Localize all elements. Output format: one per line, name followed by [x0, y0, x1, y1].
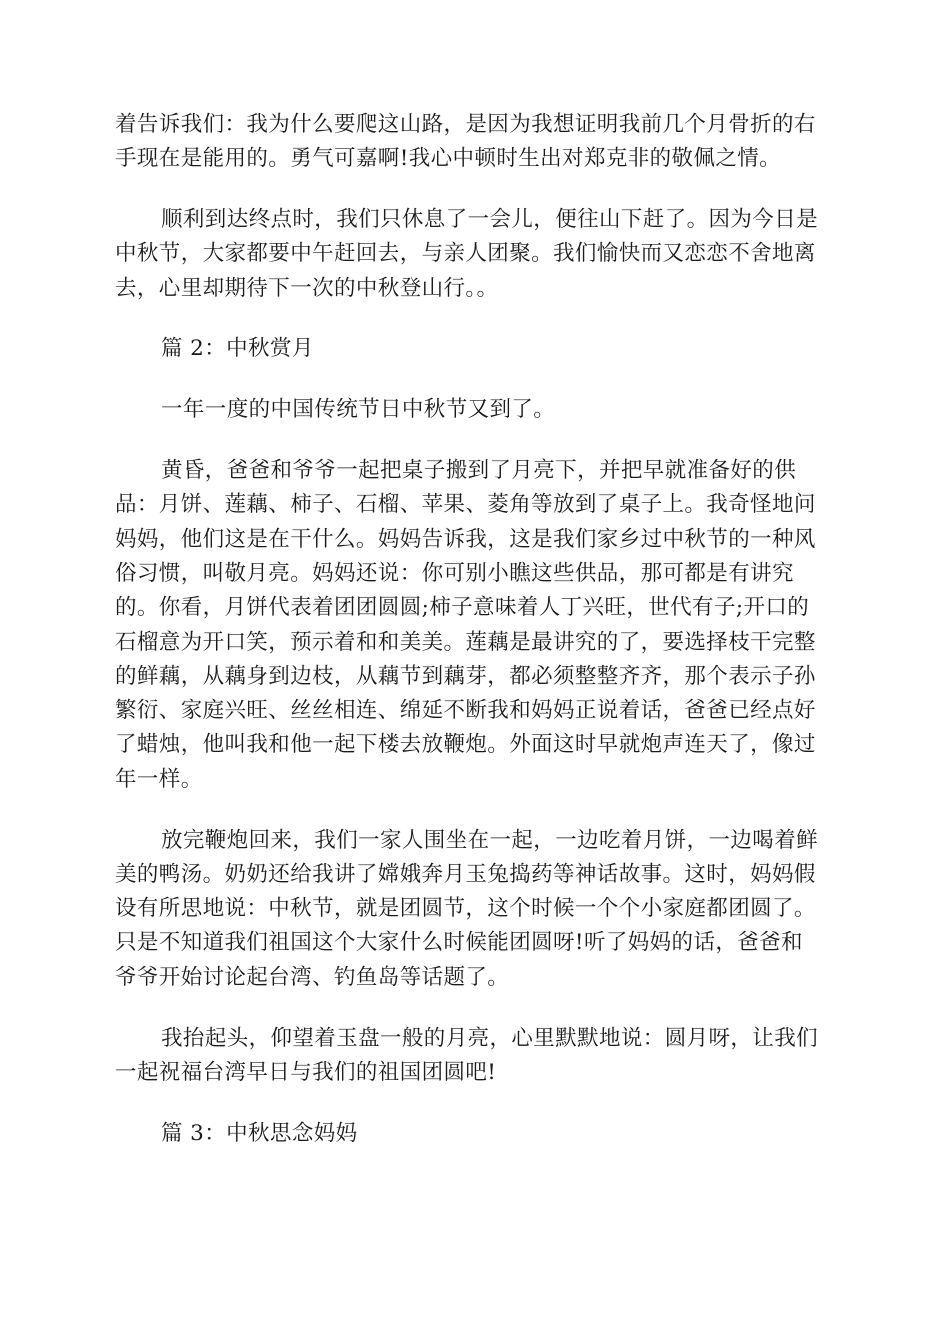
text-line: 一起祝福台湾早日与我们的祖国团圆吧! — [115, 1059, 497, 1085]
text-line: 俗习惯，叫敬月亮。妈妈还说：你可别小瞧这些供品，那可都是有讲究 — [115, 560, 794, 586]
text-line: 去，心里却期待下一次的中秋登山行。。 — [115, 275, 499, 301]
text-line: 石榴意为开口笑，预示着和和美美。莲藕是最讲究的了，要选择枝干完整 — [115, 629, 816, 655]
text-line: 放完鞭炮回来，我们一家人围坐在一起，一边吃着月饼，一边喝着鲜 — [161, 827, 819, 853]
text-line: 着告诉我们：我为什么要爬这山路，是因为我想证明我前几个月骨折的右 — [115, 112, 816, 137]
text-line: 黄昏，爸爸和爷爷一起把桌子搬到了月亮下，并把早就准备好的供 — [161, 458, 797, 484]
text-line: 设有所思地说：中秋节，就是团圆节，这个时候一个个小家庭都团圆了。 — [115, 896, 816, 922]
paragraph — [115, 1022, 835, 1091]
text-line: 爷爷开始讨论起台湾、钓鱼岛等话题了。 — [115, 964, 510, 990]
text-line: 年一样。 — [115, 766, 203, 792]
heading-text: 篇 3：中秋思念妈妈 — [161, 1120, 358, 1146]
heading-text: 篇 2：中秋赏月 — [161, 336, 314, 362]
text-line: 的鲜藕，从藕身到边枝，从藕节到藕芽，都必须整整齐齐，那个表示子孙 — [115, 663, 816, 689]
text-line: 了蜡烛，他叫我和他一起下楼去放鞭炮。外面这时早就炮声连天了，像过 — [115, 732, 816, 758]
paragraph — [115, 108, 835, 177]
text-line: 我抬起头，仰望着玉盘一般的月亮，心里默默地说：圆月呀，让我们 — [161, 1025, 819, 1051]
section-heading — [115, 1117, 835, 1151]
text-line: 一年一度的中国传统节日中秋节又到了。 — [161, 397, 556, 423]
text-line: 只是不知道我们祖国这个大家什么时候能团圆呀!听了妈妈的话，爸爸和 — [115, 930, 803, 956]
paragraph — [115, 203, 835, 306]
text-line: 的。你看，月饼代表着团团圆圆;柿子意味着人丁兴旺，世代有子;开口的 — [115, 595, 810, 621]
text-line: 美的鸭汤。奶奶还给我讲了嫦娥奔月玉兔捣药等神话故事。这时，妈妈假 — [115, 861, 816, 887]
paragraph — [115, 454, 835, 797]
document-body — [115, 108, 835, 1151]
paragraph — [115, 393, 835, 427]
text-line: 中秋节，大家都要中午赶回去，与亲人团聚。我们愉快而又恋恋不舍地离 — [115, 241, 816, 267]
paragraph — [115, 824, 835, 995]
text-line: 妈妈，他们这是在干什么。妈妈告诉我，这是我们家乡过中秋节的一种风 — [115, 526, 816, 552]
text-line: 品：月饼、莲藕、柿子、石榴、苹果、菱角等放到了桌子上。我奇怪地问 — [115, 492, 816, 518]
text-line: 顺利到达终点时，我们只休息了一会儿，便往山下赶了。因为今日是 — [161, 207, 819, 233]
text-line: 手现在是能用的。勇气可嘉啊!我心中顿时生出对郑克非的敬佩之情。 — [115, 146, 782, 172]
text-line: 繁衍、家庭兴旺、丝丝相连、绵延不断我和妈妈正说着话，爸爸已经点好 — [115, 698, 816, 724]
section-heading — [115, 332, 835, 366]
